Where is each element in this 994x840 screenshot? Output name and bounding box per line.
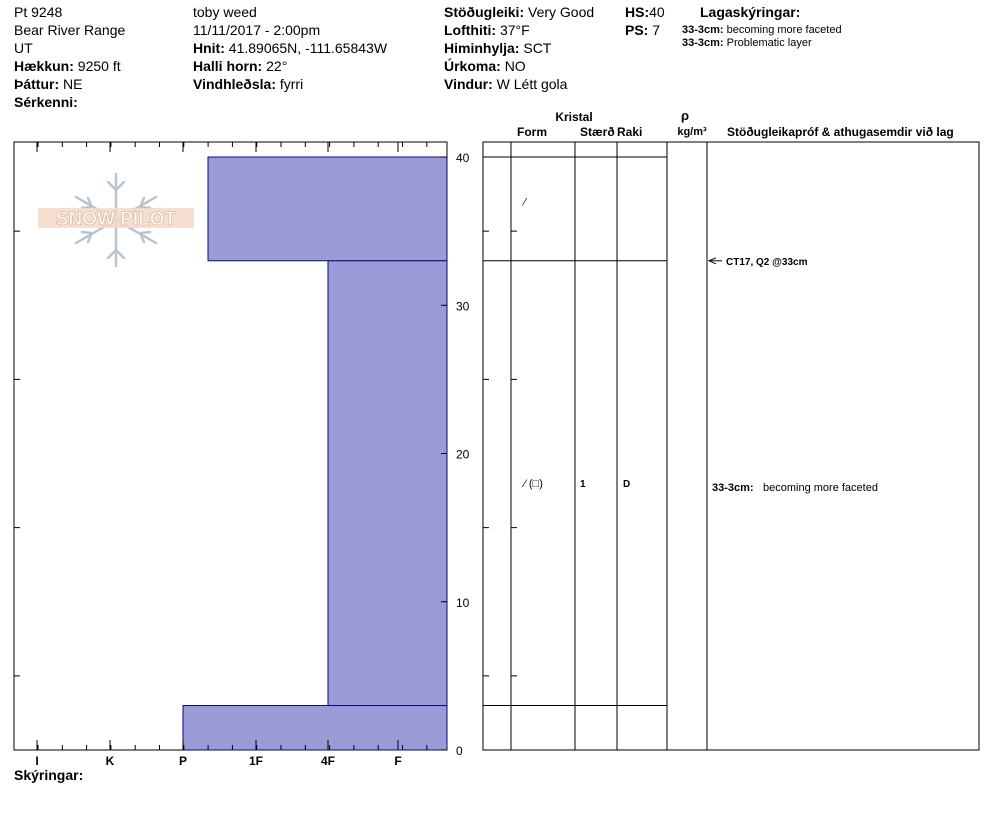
table-frame [483,142,979,750]
y-tick-label: 0 [456,744,463,758]
state: UT [14,40,33,56]
x-tick-label: F [394,754,402,768]
notes-label: Skýringar: [14,767,84,783]
slope-value: 22° [266,58,288,74]
wind-loading-value: fyrri [279,76,304,92]
y-tick-label: 30 [456,299,470,314]
stability-value: Very Good [528,4,595,20]
hs-value: 40 [649,4,665,20]
airtemp-label: Lofthiti: [444,22,497,38]
observer: toby weed [193,4,257,20]
tests-header: Stöðugleikapróf & athugasemdir við lag [727,125,954,139]
sky-label: Himinhylja: [444,40,520,56]
form-header: Form [517,125,547,139]
grain-size: 1 [580,479,586,491]
test-result: CT17, Q2 @33cm [726,256,808,268]
wind-label: Vindur: [444,76,493,92]
wind-value: W Létt gola [496,76,568,92]
x-tick-label: K [105,754,115,768]
comment-text: becoming more faceted [763,482,878,495]
legend-title-text: Lagaskýringar: [700,4,801,20]
range-name: Bear River Range [14,22,126,38]
legend-item-key: 33-3cm: [682,24,724,36]
coords-value: 41.89065N, -111.65843W [228,40,388,56]
legend-item-text: becoming more faceted [726,24,842,36]
density-unit-header: kg/m³ [677,126,707,138]
aspect-label: Þáttur: [14,76,60,92]
grain-moisture: D [623,479,631,491]
elevation-label: Hækkun: [14,58,74,74]
grain-form: ⁄ [524,196,526,209]
precip-label: Úrkoma: [444,58,501,74]
stability-label: Stöðugleiki: [444,4,525,20]
pit-id: Pt 9248 [14,4,63,20]
layer-bar [208,157,447,261]
layer-bar [183,706,447,750]
x-tick-label: P [178,754,188,768]
airtemp-value: 37°F [499,22,530,38]
size-header: Stærð [580,125,615,139]
x-tick-label: I [35,754,39,768]
features-label: Sérkenni: [14,94,78,110]
coords-label: Hnit: [193,40,225,56]
layers-group [183,157,447,750]
aspect-value: NE [63,76,83,92]
rho-header: ρ [680,108,690,123]
x-tick-label: 1F [248,754,264,768]
legend-item-text: Problematic layer [726,37,812,49]
crystal-header: Kristal [555,110,593,124]
comment-key: 33-3cm: [712,482,754,495]
hs-label: HS: [625,4,650,20]
y-tick-label: 10 [456,595,470,610]
y-tick-label: 40 [456,151,470,165]
grain-form: ⁄ (□) [524,478,543,491]
ps-value: 7 [652,22,661,38]
precip-value: NO [504,58,526,74]
elevation-value: 9250 ft [77,58,121,74]
datetime: 11/11/2017 - 2:00pm [193,22,321,38]
layer-bar [328,261,447,706]
x-tick-label: 4F [320,754,336,768]
logo-text: SNOW PILOT [55,209,177,230]
y-tick-label: 20 [456,447,470,462]
sky-value: SCT [523,40,552,56]
table-group [483,157,878,750]
legend-item-key: 33-3cm: [682,37,724,49]
wind-loading-label: Vindhleðsla: [193,76,276,92]
ps-label: PS: [625,22,649,38]
moisture-header: Raki [617,125,643,139]
slope-label: Halli horn: [193,58,263,74]
